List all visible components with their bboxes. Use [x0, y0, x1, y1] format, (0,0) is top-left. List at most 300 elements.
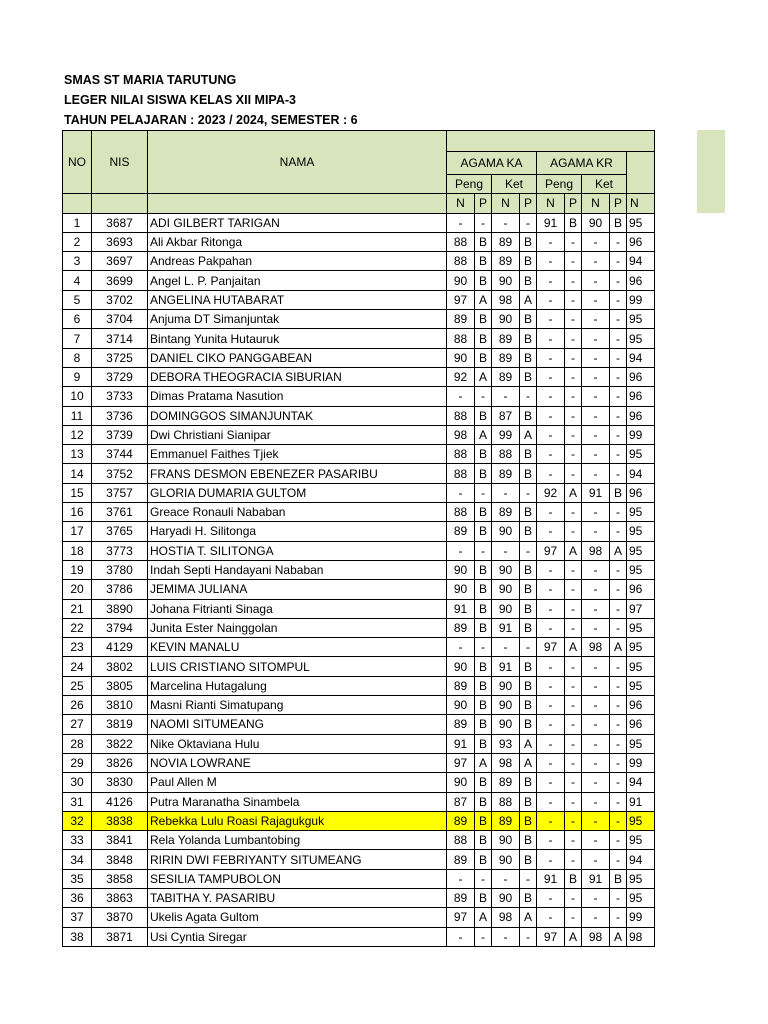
cell-no: 18: [63, 541, 92, 560]
cell-kr-peng-n: -: [537, 560, 565, 579]
cell-ka-ket-n: 90: [492, 522, 520, 541]
school-name: SMAS ST MARIA TARUTUNG: [64, 73, 237, 87]
cell-kr-peng-p: -: [565, 252, 582, 271]
table-row: [63, 252, 655, 271]
cell-nama: Rebekka Lulu Roasi Rajagukguk: [148, 811, 447, 830]
cell-no: 13: [63, 445, 92, 464]
cell-ka-ket-n: 90: [492, 310, 520, 329]
cell-kr-peng-n: -: [537, 290, 565, 309]
cell-ka-ket-p: -: [520, 483, 537, 502]
cell-no: 25: [63, 676, 92, 695]
cell-next-n: 99: [627, 908, 655, 927]
cell-kr-ket-n: 98: [582, 638, 610, 657]
cell-ka-peng-n: 88: [447, 464, 475, 483]
cell-no: 6: [63, 310, 92, 329]
cell-next-n: 95: [627, 445, 655, 464]
cell-nis: 3786: [92, 580, 148, 599]
cell-ka-peng-p: B: [475, 252, 492, 271]
cell-kr-peng-n: 91: [537, 869, 565, 888]
cell-kr-peng-p: -: [565, 753, 582, 772]
cell-kr-ket-p: -: [610, 773, 627, 792]
cell-ka-ket-p: B: [520, 348, 537, 367]
cell-next-n: 99: [627, 753, 655, 772]
cell-kr-ket-n: -: [582, 522, 610, 541]
cell-kr-peng-p: -: [565, 464, 582, 483]
table-row: [63, 290, 655, 309]
cell-no: 1: [63, 213, 92, 232]
cell-ka-peng-p: B: [475, 792, 492, 811]
cell-kr-ket-n: 91: [582, 869, 610, 888]
cell-kr-ket-p: -: [610, 850, 627, 869]
cell-nis: 3826: [92, 753, 148, 772]
cell-ka-peng-p: A: [475, 367, 492, 386]
cell-kr-ket-n: -: [582, 252, 610, 271]
cell-nis: 3780: [92, 560, 148, 579]
cell-ka-peng-n: -: [447, 387, 475, 406]
cell-ka-peng-p: -: [475, 387, 492, 406]
cell-kr-peng-n: -: [537, 387, 565, 406]
cell-next-n: 96: [627, 580, 655, 599]
cell-kr-peng-n: -: [537, 599, 565, 618]
header-ka-ket: Ket: [492, 175, 537, 194]
cell-kr-peng-p: A: [565, 483, 582, 502]
cell-kr-ket-p: -: [610, 734, 627, 753]
cell-ka-ket-n: 90: [492, 560, 520, 579]
cell-nama: Dimas Pratama Nasution: [148, 387, 447, 406]
header-next-n: N: [627, 194, 655, 213]
cell-ka-peng-n: 90: [447, 696, 475, 715]
cell-kr-ket-n: -: [582, 908, 610, 927]
cell-nis: 3870: [92, 908, 148, 927]
cell-nama: NOVIA LOWRANE: [148, 753, 447, 772]
cell-kr-ket-p: A: [610, 927, 627, 946]
cell-ka-peng-n: 97: [447, 908, 475, 927]
cell-nama: Ukelis Agata Gultom: [148, 908, 447, 927]
cell-kr-peng-n: -: [537, 271, 565, 290]
cell-nis: 3687: [92, 213, 148, 232]
cell-ka-ket-n: -: [492, 387, 520, 406]
cell-ka-peng-n: -: [447, 483, 475, 502]
cell-ka-ket-p: B: [520, 271, 537, 290]
cell-nis: 3819: [92, 715, 148, 734]
cell-nama: FRANS DESMON EBENEZER PASARIBU: [148, 464, 447, 483]
cell-kr-peng-n: -: [537, 425, 565, 444]
table-row: [63, 792, 655, 811]
document-header: [64, 70, 358, 130]
cell-nis: 3848: [92, 850, 148, 869]
cell-nis: 3757: [92, 483, 148, 502]
header-ka-ket-p: P: [520, 194, 537, 213]
cell-kr-peng-n: 97: [537, 541, 565, 560]
cell-kr-peng-p: -: [565, 734, 582, 753]
header-agama-kr: AGAMA KR: [537, 152, 627, 175]
cell-kr-ket-n: -: [582, 329, 610, 348]
cell-nis: 4126: [92, 792, 148, 811]
cell-next-n: 98: [627, 927, 655, 946]
cell-ka-peng-p: B: [475, 232, 492, 251]
header-ka-peng-n: N: [447, 194, 475, 213]
cell-ka-ket-n: 90: [492, 831, 520, 850]
cell-kr-ket-n: -: [582, 599, 610, 618]
cell-kr-ket-p: -: [610, 310, 627, 329]
cell-kr-ket-n: -: [582, 696, 610, 715]
cell-ka-ket-n: 98: [492, 753, 520, 772]
cell-ka-ket-p: B: [520, 888, 537, 907]
header-overflow-fill: [697, 130, 725, 213]
cell-kr-ket-n: 91: [582, 483, 610, 502]
cell-nis: 3697: [92, 252, 148, 271]
table-row: [63, 696, 655, 715]
cell-kr-peng-p: -: [565, 329, 582, 348]
cell-kr-peng-p: -: [565, 811, 582, 830]
cell-no: 27: [63, 715, 92, 734]
cell-next-n: 96: [627, 271, 655, 290]
cell-nis: 3794: [92, 618, 148, 637]
cell-ka-peng-n: 89: [447, 310, 475, 329]
cell-no: 38: [63, 927, 92, 946]
cell-nis: 3810: [92, 696, 148, 715]
cell-next-n: 95: [627, 676, 655, 695]
cell-ka-ket-p: A: [520, 908, 537, 927]
table-row: [63, 580, 655, 599]
cell-kr-peng-p: -: [565, 773, 582, 792]
cell-ka-ket-p: B: [520, 522, 537, 541]
cell-ka-peng-n: 88: [447, 252, 475, 271]
header-agama-ka: AGAMA KA: [447, 152, 537, 175]
cell-ka-ket-n: 98: [492, 290, 520, 309]
cell-kr-ket-p: -: [610, 271, 627, 290]
cell-ka-peng-p: -: [475, 869, 492, 888]
cell-kr-ket-n: -: [582, 425, 610, 444]
cell-next-n: 96: [627, 406, 655, 425]
cell-ka-ket-p: B: [520, 252, 537, 271]
cell-ka-ket-n: -: [492, 638, 520, 657]
cell-nis: 3699: [92, 271, 148, 290]
cell-kr-peng-p: A: [565, 541, 582, 560]
cell-kr-peng-n: -: [537, 850, 565, 869]
table-row: [63, 425, 655, 444]
table-row: [63, 715, 655, 734]
cell-next-n: 95: [627, 560, 655, 579]
cell-next-n: 95: [627, 503, 655, 522]
cell-kr-peng-n: -: [537, 715, 565, 734]
cell-kr-peng-n: -: [537, 310, 565, 329]
cell-kr-ket-n: -: [582, 676, 610, 695]
cell-ka-ket-n: 90: [492, 599, 520, 618]
cell-ka-ket-n: 87: [492, 406, 520, 425]
cell-ka-ket-p: B: [520, 831, 537, 850]
cell-kr-peng-n: -: [537, 464, 565, 483]
cell-kr-ket-n: -: [582, 734, 610, 753]
cell-ka-ket-n: 90: [492, 696, 520, 715]
cell-next-n: 95: [627, 213, 655, 232]
cell-nama: Rela Yolanda Lumbantobing: [148, 831, 447, 850]
cell-ka-peng-p: B: [475, 850, 492, 869]
cell-kr-ket-p: -: [610, 464, 627, 483]
cell-kr-ket-p: -: [610, 232, 627, 251]
cell-kr-peng-p: -: [565, 715, 582, 734]
cell-ka-peng-p: A: [475, 908, 492, 927]
header-ka-peng: Peng: [447, 175, 492, 194]
cell-no: 20: [63, 580, 92, 599]
cell-ka-peng-n: -: [447, 213, 475, 232]
cell-kr-ket-p: -: [610, 753, 627, 772]
table-row: [63, 483, 655, 502]
cell-kr-ket-p: -: [610, 329, 627, 348]
cell-nama: Greace Ronauli Nababan: [148, 503, 447, 522]
cell-kr-peng-n: -: [537, 696, 565, 715]
cell-ka-peng-p: B: [475, 734, 492, 753]
cell-ka-ket-n: 89: [492, 773, 520, 792]
table-row: [63, 329, 655, 348]
cell-kr-peng-p: -: [565, 696, 582, 715]
cell-ka-ket-p: B: [520, 232, 537, 251]
cell-ka-ket-n: 89: [492, 329, 520, 348]
cell-kr-peng-n: -: [537, 348, 565, 367]
table-row: [63, 445, 655, 464]
cell-ka-peng-n: 89: [447, 811, 475, 830]
cell-ka-peng-p: B: [475, 599, 492, 618]
cell-nama: Indah Septi Handayani Nababan: [148, 560, 447, 579]
cell-next-n: 95: [627, 329, 655, 348]
cell-ka-peng-p: B: [475, 696, 492, 715]
cell-kr-ket-n: 98: [582, 927, 610, 946]
cell-kr-ket-n: -: [582, 348, 610, 367]
cell-nama: Emmanuel Faithes Tjiek: [148, 445, 447, 464]
cell-nis: 3739: [92, 425, 148, 444]
cell-next-n: 94: [627, 252, 655, 271]
cell-nama: ANGELINA HUTABARAT: [148, 290, 447, 309]
cell-ka-peng-n: 91: [447, 734, 475, 753]
cell-nis: 3733: [92, 387, 148, 406]
cell-nis: 3744: [92, 445, 148, 464]
cell-kr-ket-p: -: [610, 715, 627, 734]
cell-no: 26: [63, 696, 92, 715]
header-next-subject: [627, 152, 655, 194]
cell-ka-ket-n: 89: [492, 503, 520, 522]
header-spacer: [63, 194, 92, 213]
cell-ka-peng-n: 87: [447, 792, 475, 811]
header-kr-peng-p: P: [565, 194, 582, 213]
table-row: [63, 638, 655, 657]
cell-ka-peng-n: 89: [447, 618, 475, 637]
cell-nis: 3693: [92, 232, 148, 251]
cell-ka-ket-p: B: [520, 406, 537, 425]
header-ka-ket-n: N: [492, 194, 520, 213]
cell-no: 32: [63, 811, 92, 830]
cell-no: 21: [63, 599, 92, 618]
cell-ka-peng-n: 90: [447, 348, 475, 367]
cell-ka-ket-p: B: [520, 329, 537, 348]
table-row: [63, 657, 655, 676]
cell-ka-peng-p: B: [475, 676, 492, 695]
cell-ka-peng-n: 98: [447, 425, 475, 444]
cell-ka-ket-p: B: [520, 367, 537, 386]
cell-next-n: 95: [627, 541, 655, 560]
cell-nama: SESILIA TAMPUBOLON: [148, 869, 447, 888]
cell-no: 11: [63, 406, 92, 425]
cell-ka-ket-p: A: [520, 734, 537, 753]
cell-nama: GLORIA DUMARIA GULTOM: [148, 483, 447, 502]
cell-ka-peng-n: 90: [447, 560, 475, 579]
cell-kr-ket-n: -: [582, 831, 610, 850]
cell-ka-ket-p: B: [520, 464, 537, 483]
cell-ka-peng-n: 89: [447, 888, 475, 907]
cell-nama: RIRIN DWI FEBRIYANTY SITUMEANG: [148, 850, 447, 869]
header-nis: NIS: [92, 131, 148, 194]
cell-next-n: 94: [627, 850, 655, 869]
table-row: [63, 503, 655, 522]
header-spacer: [148, 194, 447, 213]
cell-kr-ket-p: -: [610, 888, 627, 907]
cell-next-n: 95: [627, 310, 655, 329]
cell-no: 30: [63, 773, 92, 792]
cell-kr-peng-n: -: [537, 792, 565, 811]
cell-ka-peng-p: A: [475, 290, 492, 309]
header-nama: NAMA: [148, 131, 447, 194]
cell-nama: Putra Maranatha Sinambela: [148, 792, 447, 811]
cell-ka-peng-p: B: [475, 348, 492, 367]
cell-ka-peng-n: 97: [447, 290, 475, 309]
table-row: [63, 271, 655, 290]
cell-ka-peng-p: A: [475, 425, 492, 444]
cell-ka-peng-p: B: [475, 657, 492, 676]
cell-ka-peng-p: B: [475, 445, 492, 464]
cell-kr-peng-p: -: [565, 831, 582, 850]
cell-ka-peng-n: 89: [447, 676, 475, 695]
cell-nis: 3805: [92, 676, 148, 695]
cell-ka-peng-p: B: [475, 618, 492, 637]
cell-nama: Andreas Pakpahan: [148, 252, 447, 271]
cell-nama: JEMIMA JULIANA: [148, 580, 447, 599]
cell-ka-peng-p: B: [475, 329, 492, 348]
cell-ka-ket-n: 89: [492, 464, 520, 483]
cell-kr-ket-n: 90: [582, 213, 610, 232]
cell-kr-peng-n: 92: [537, 483, 565, 502]
cell-no: 5: [63, 290, 92, 309]
header-kr-peng-n: N: [537, 194, 565, 213]
cell-ka-ket-p: B: [520, 310, 537, 329]
cell-nis: 3729: [92, 367, 148, 386]
cell-ka-peng-p: -: [475, 638, 492, 657]
cell-kr-ket-n: -: [582, 850, 610, 869]
cell-kr-peng-n: -: [537, 252, 565, 271]
cell-kr-ket-n: -: [582, 657, 610, 676]
cell-ka-ket-n: 90: [492, 715, 520, 734]
cell-kr-peng-n: 97: [537, 927, 565, 946]
cell-kr-peng-p: -: [565, 792, 582, 811]
cell-ka-peng-p: B: [475, 888, 492, 907]
cell-nama: ADI GILBERT TARIGAN: [148, 213, 447, 232]
cell-next-n: 96: [627, 387, 655, 406]
cell-next-n: 95: [627, 869, 655, 888]
cell-nis: 3765: [92, 522, 148, 541]
cell-no: 37: [63, 908, 92, 927]
cell-ka-ket-n: 98: [492, 908, 520, 927]
cell-nis: 3702: [92, 290, 148, 309]
cell-ka-ket-p: B: [520, 503, 537, 522]
header-kr-ket-p: P: [610, 194, 627, 213]
cell-nis: 3773: [92, 541, 148, 560]
cell-kr-peng-p: B: [565, 213, 582, 232]
cell-ka-peng-n: 88: [447, 445, 475, 464]
header-kr-ket-n: N: [582, 194, 610, 213]
cell-nama: KEVIN MANALU: [148, 638, 447, 657]
cell-ka-peng-n: 97: [447, 753, 475, 772]
cell-ka-ket-p: A: [520, 290, 537, 309]
cell-ka-peng-p: -: [475, 541, 492, 560]
cell-ka-ket-p: A: [520, 753, 537, 772]
cell-no: 16: [63, 503, 92, 522]
cell-kr-ket-n: -: [582, 310, 610, 329]
cell-ka-ket-p: B: [520, 445, 537, 464]
cell-kr-ket-n: -: [582, 560, 610, 579]
cell-ka-peng-n: 88: [447, 329, 475, 348]
cell-ka-peng-p: B: [475, 503, 492, 522]
table-row: [63, 464, 655, 483]
cell-ka-peng-n: 91: [447, 599, 475, 618]
cell-ka-peng-p: -: [475, 927, 492, 946]
cell-kr-peng-p: -: [565, 310, 582, 329]
grade-table: [62, 130, 655, 947]
cell-next-n: 95: [627, 734, 655, 753]
cell-no: 4: [63, 271, 92, 290]
cell-ka-peng-n: 90: [447, 271, 475, 290]
cell-ka-peng-p: B: [475, 522, 492, 541]
table-row: [63, 310, 655, 329]
grade-rows: [63, 213, 655, 946]
cell-kr-peng-p: -: [565, 676, 582, 695]
cell-next-n: 96: [627, 483, 655, 502]
cell-kr-peng-n: -: [537, 888, 565, 907]
cell-nis: 3863: [92, 888, 148, 907]
table-row: [63, 618, 655, 637]
cell-kr-peng-p: -: [565, 406, 582, 425]
cell-kr-ket-p: -: [610, 445, 627, 464]
cell-kr-peng-n: 97: [537, 638, 565, 657]
cell-no: 29: [63, 753, 92, 772]
cell-next-n: 96: [627, 232, 655, 251]
cell-kr-ket-p: -: [610, 387, 627, 406]
cell-kr-ket-n: -: [582, 888, 610, 907]
cell-ka-peng-n: 90: [447, 657, 475, 676]
cell-ka-peng-n: -: [447, 541, 475, 560]
header-kr-ket: Ket: [582, 175, 627, 194]
cell-ka-peng-p: B: [475, 271, 492, 290]
cell-nama: LUIS CRISTIANO SITOMPUL: [148, 657, 447, 676]
table-row: [63, 406, 655, 425]
cell-ka-ket-p: -: [520, 869, 537, 888]
cell-kr-peng-p: -: [565, 560, 582, 579]
cell-nama: Haryadi H. Silitonga: [148, 522, 447, 541]
cell-kr-peng-p: -: [565, 599, 582, 618]
cell-ka-ket-n: 90: [492, 850, 520, 869]
cell-kr-peng-p: -: [565, 348, 582, 367]
cell-no: 35: [63, 869, 92, 888]
cell-nis: 3761: [92, 503, 148, 522]
cell-nama: Paul Allen M: [148, 773, 447, 792]
cell-nis: 3736: [92, 406, 148, 425]
cell-kr-ket-p: -: [610, 811, 627, 830]
cell-kr-peng-n: -: [537, 753, 565, 772]
cell-kr-ket-p: A: [610, 541, 627, 560]
cell-kr-peng-n: -: [537, 580, 565, 599]
cell-kr-ket-n: -: [582, 271, 610, 290]
cell-kr-peng-n: -: [537, 367, 565, 386]
cell-nama: Johana Fitrianti Sinaga: [148, 599, 447, 618]
cell-ka-ket-p: A: [520, 425, 537, 444]
document-title: LEGER NILAI SISWA KELAS XII MIPA-3: [64, 93, 296, 107]
